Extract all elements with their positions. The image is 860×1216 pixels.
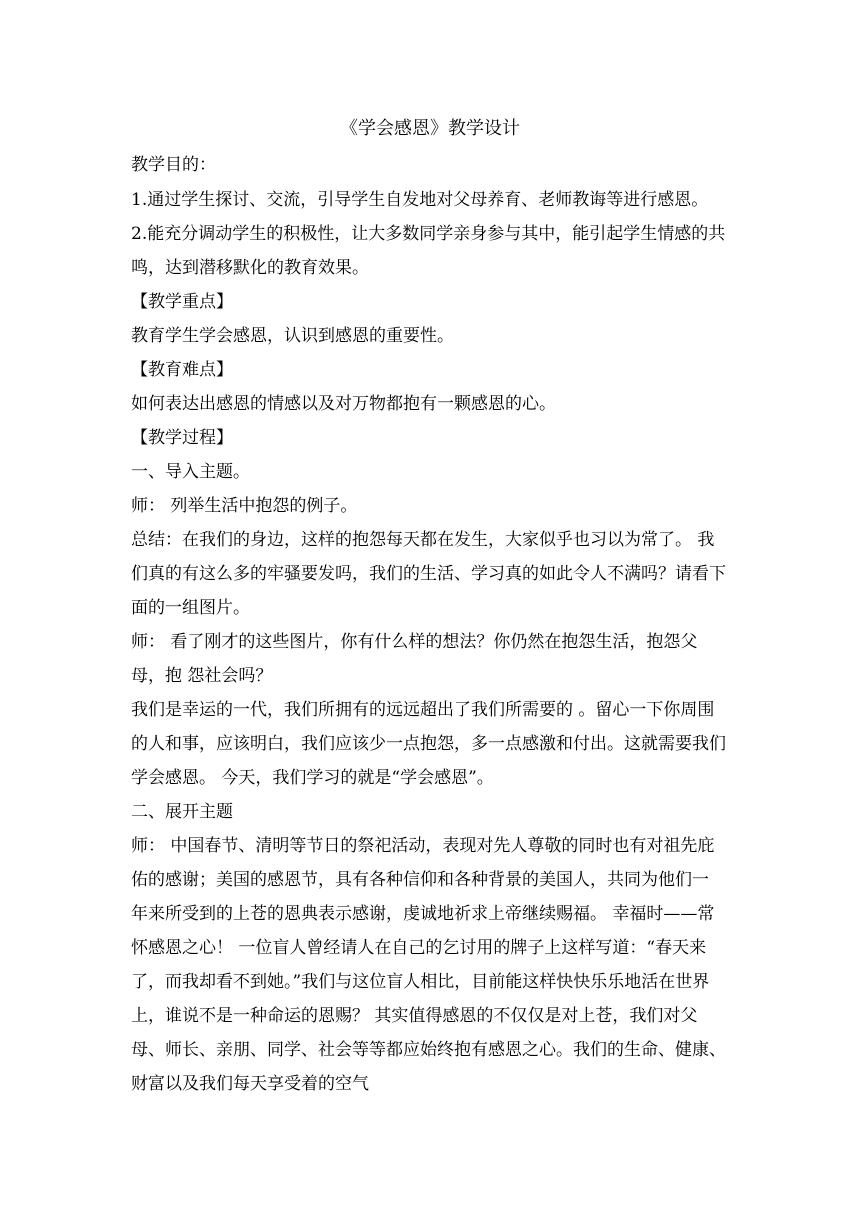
text-line: 上，谁说不是一种命运的恩赐？ 其实值得感恩的不仅仅是对上苍，我们对父 xyxy=(131,1006,698,1026)
text-line: 我们是幸运的一代，我们所拥有的远远超出了我们所需要的 。留心一下你周围 xyxy=(131,700,715,720)
document-title: 《学会感恩》教学设计 xyxy=(340,118,520,139)
text-line: 一、导入主题。 xyxy=(131,462,250,482)
text-line: 师： 列举生活中抱怨的例子。 xyxy=(131,496,358,516)
text-line: 【教学重点】 xyxy=(131,292,233,312)
text-line: 们真的有这么多的牢骚要发吗，我们的生活、学习真的如此令人不满吗？请看下 xyxy=(131,564,726,584)
text-line: 年来所受到的上苍的恩典表示感谢，虔诚地祈求上帝继续赐福。 幸福时——常 xyxy=(131,904,715,924)
text-line: 2.能充分调动学生的积极性，让大多数同学亲身参与其中，能引起学生情感的共 xyxy=(131,224,726,244)
text-line: 【教学过程】 xyxy=(131,428,233,448)
text-line: 佑的感谢；美国的感恩节，具有各种信仰和各种背景的美国人，共同为他们一 xyxy=(131,870,709,890)
text-line: 怀感恩之心！ 一位盲人曾经请人在自己的乞讨用的牌子上这样写道：“春天来 xyxy=(131,938,707,958)
text-line: 的人和事，应该明白，我们应该少一点抱怨，多一点感激和付出。这就需要我们 xyxy=(131,734,726,754)
text-line: 母，抱 怨社会吗？ xyxy=(131,666,273,686)
text-line: 师： 看了刚才的这些图片，你有什么样的想法？你仍然在抱怨生活，抱怨父 xyxy=(131,632,698,652)
text-line: 教育学生学会感恩，认识到感恩的重要性。 xyxy=(131,326,454,346)
text-line: 二、展开主题 xyxy=(131,802,233,822)
text-line: 如何表达出感恩的情感以及对万物都抱有一颗感恩的心。 xyxy=(131,394,556,414)
text-line: 【教育难点】 xyxy=(131,360,233,380)
text-line: 母、师长、亲朋、同学、社会等等都应始终抱有感恩之心。我们的生命、健康、 xyxy=(131,1040,726,1060)
text-line: 财富以及我们每天享受着的空气 xyxy=(131,1074,369,1094)
text-line: 1.通过学生探讨、交流，引导学生自发地对父母养育、老师教诲等进行感恩。 xyxy=(131,190,709,210)
text-line: 总结：在我们的身边，这样的抱怨每天都在发生，大家似乎也习以为常了。 我 xyxy=(131,530,715,550)
text-line: 学会感恩。 今天，我们学习的就是“学会感恩”。 xyxy=(131,768,494,788)
text-line: 师： 中国春节、清明等节日的祭祀活动，表现对先人尊敬的同时也有对祖先庇 xyxy=(131,836,715,856)
text-line: 鸣，达到潜移默化的教育效果。 xyxy=(131,258,369,278)
text-line: 面的一组图片。 xyxy=(131,598,250,618)
text-line: 了，而我却看不到她。”我们与这位盲人相比，目前能这样快快乐乐地活在世界 xyxy=(131,972,710,992)
text-line: 教学目的： xyxy=(131,155,216,175)
